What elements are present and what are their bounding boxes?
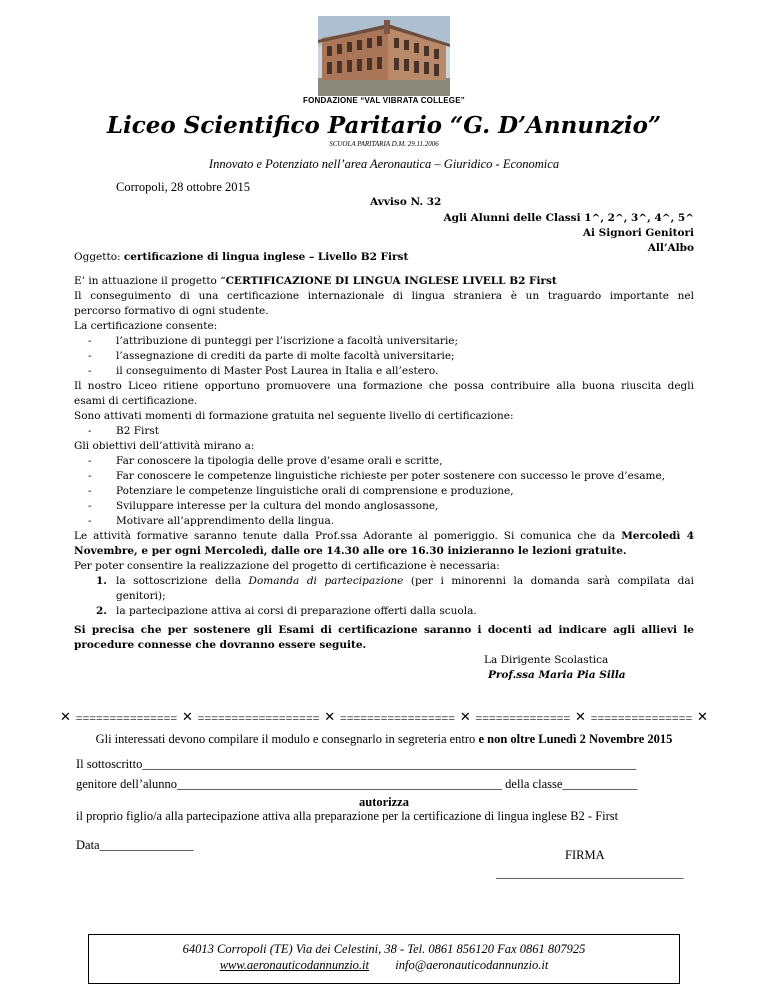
notice-number: Avviso N. 32 — [370, 196, 442, 208]
objective-item: Potenziare le competenze linguistiche orali di comprensione e produzione, — [116, 485, 514, 497]
form-genitore-row: genitore dell’alunno____________________________________________________ della classe____________ — [76, 777, 638, 791]
form-data-row: Data_______________ — [76, 838, 194, 852]
intro-line: E’ in attuazione il progetto “CERTIFICAZIONE DI LINGUA INGLESE LIVELL B2 First — [74, 275, 557, 287]
scissors-icon: ✕ — [181, 711, 193, 725]
schedule-line2: Novembre, e per ogni Mercoledì, dalle ore 14.30 alle ore 16.30 inizieranno le lezioni gratuite. — [74, 545, 627, 557]
sottoscritto-field[interactable]: _______________________________________________________________________________ — [142, 757, 637, 771]
recipient-students: Agli Alunni delle Classi 1^, 2^, 3^, 4^, 5^ — [443, 212, 694, 224]
firma-label: FIRMA — [565, 848, 605, 862]
recipient-board: All’Albo — [647, 242, 694, 254]
scissors-icon: ✕ — [575, 711, 586, 725]
classe-field[interactable]: ____________ — [562, 777, 638, 791]
schedule-line1: Le attività formative saranno tenute dalla Prof.ssa Adorante al pomeriggio. Si comunica che da Mercoledì 4 — [74, 530, 695, 542]
scissors-icon: ✕ — [697, 711, 708, 725]
school-tagline: Innovato e Potenziato nell’area Aeronautica – Giuridico - Economica — [208, 157, 560, 171]
objective-item: Far conoscere la tipologia delle prove d’esame orali e scritte, — [116, 455, 443, 467]
paragraph-liceo-line1: Il nostro Liceo ritiene opportuno promuovere una formazione che possa contribuire alla buona riuscita degli — [74, 380, 694, 392]
objective-item: Far conoscere le competenze linguistiche richieste per poter sostenere con successo le prove d’esame, — [116, 470, 665, 482]
benefit-item: l’attribuzione di punteggi per l’iscrizione a facoltà universitarie; — [116, 335, 459, 347]
cut-line: ✕ =============== ✕ ================== ✕ ================= ✕ ============== ✕ =============== ✕ — [60, 711, 708, 725]
footer-address: 64013 Corropoli (TE) Via dei Celestini, 38 - Tel. 0861 856120 Fax 0861 807925 — [182, 942, 586, 956]
footer-box — [88, 934, 680, 984]
objectives-intro: Gli obiettivi dell’attività mirano a: — [74, 440, 255, 452]
scissors-icon: ✕ — [324, 711, 336, 725]
footer-contacts — [89, 958, 679, 973]
school-decree: SCUOLA PARITARIA D.M. 29.11.2006 — [329, 140, 439, 148]
website-link[interactable]: www.aeronauticodannunzio.it — [219, 958, 369, 972]
objective-item: Sviluppare interesse per la cultura del mondo anglosassone, — [116, 500, 439, 512]
email-address[interactable]: info@aeronauticodannunzio.it — [395, 958, 549, 972]
place-date: Corropoli, 28 ottobre 2015 — [116, 180, 251, 194]
notice-line2: procedure connesse che dovranno essere seguite. — [74, 639, 367, 651]
notice-line1: Si precisa che per sostenere gli Esami di certificazione saranno i docenti ad indicare agli allievi le — [74, 624, 694, 636]
benefit-item: il conseguimento di Master Post Laurea in Italia e all’estero. — [116, 365, 439, 377]
autorizza-heading: autorizza — [359, 795, 409, 809]
paragraph-certification-line1: Il conseguimento di una certificazione internazionale di lingua straniera è un traguardo importante nel — [74, 290, 694, 302]
school-building-image — [318, 16, 450, 96]
form-instructions: Gli interessati devono compilare il modulo e consegnarlo in segreteria entro e non oltre Lunedì 2 Novembre 2015 — [95, 732, 673, 746]
benefits-intro: La certificazione consente: — [74, 320, 218, 332]
foundation-name: FONDAZIONE “VAL VIBRATA COLLEGE” — [303, 96, 465, 105]
levels-intro: Sono attivati momenti di formazione gratuita nel seguente livello di certificazione: — [74, 410, 514, 422]
requirements-intro: Per poter consentire la realizzazione del progetto di certificazione è necessaria: — [74, 560, 500, 572]
signature-role: La Dirigente Scolastica — [484, 654, 609, 666]
objective-item: Motivare all’apprendimento della lingua. — [116, 515, 335, 527]
school-name: Liceo Scientifico Paritario “G. D’Annunzio” — [106, 112, 662, 139]
subject-line: Oggetto: certificazione di lingua inglese – Livello B2 First — [74, 251, 409, 263]
level-item: B2 First — [116, 425, 160, 437]
signature-field[interactable]: ______________________________ — [496, 866, 684, 880]
form-sottoscritto-row: Il sottoscritto_______________________________________________________________________________ — [76, 757, 637, 771]
recipient-parents: Ai Signori Genitori — [582, 227, 694, 239]
signature-name: Prof.ssa Maria Pia Silla — [488, 669, 626, 681]
scissors-icon: ✕ — [459, 711, 471, 725]
date-field[interactable]: _______________ — [99, 838, 194, 852]
benefit-item: l’assegnazione di crediti da parte di molte facoltà universitarie; — [116, 350, 455, 362]
alunno-field[interactable]: ____________________________________________________ — [177, 777, 503, 791]
paragraph-certification-line2: percorso formativo di ogni studente. — [74, 305, 269, 317]
paragraph-liceo-line2: esami di certificazione. — [74, 395, 198, 407]
autorizza-text: il proprio figlio/a alla partecipazione attiva alla preparazione per la certificazione di lingua inglese B2 - First — [76, 809, 619, 823]
scissors-icon: ✕ — [60, 711, 71, 725]
